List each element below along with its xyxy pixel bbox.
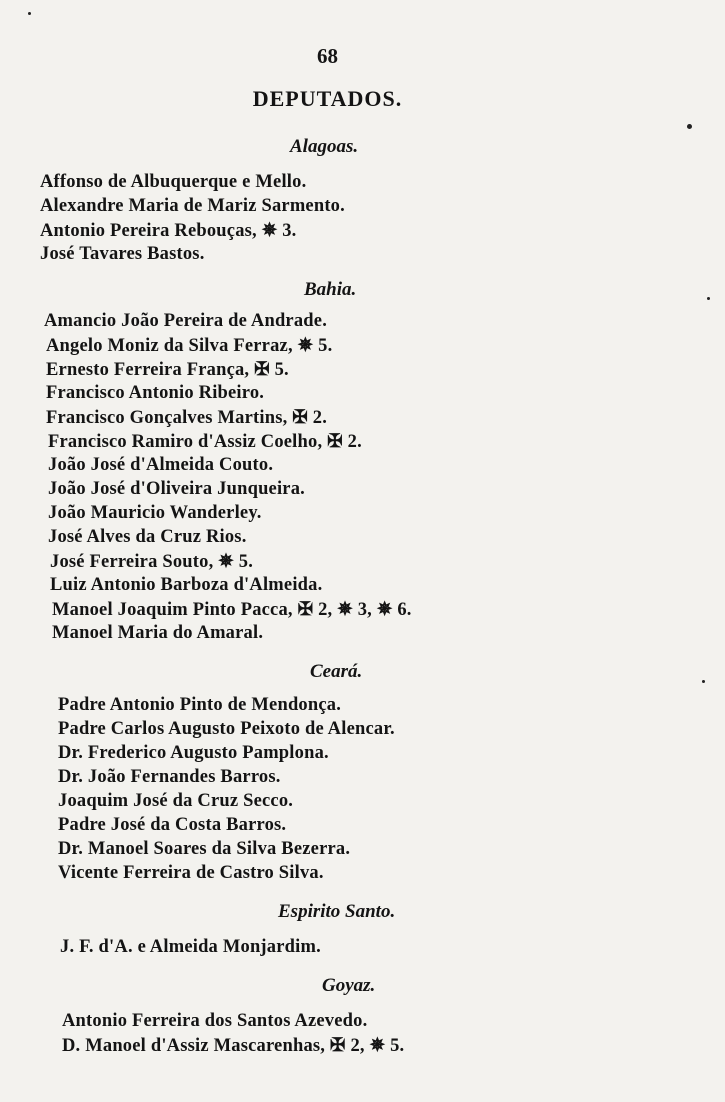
member-entry: Francisco Ramiro d'Assiz Coelho, ✠ 2. (48, 432, 362, 452)
province-heading: Espirito Santo. (278, 901, 396, 922)
scan-speck (702, 680, 705, 683)
province-heading: Ceará. (310, 661, 363, 682)
scan-speck (28, 12, 31, 15)
member-entry: Francisco Gonçalves Martins, ✠ 2. (46, 408, 328, 428)
member-entry: José Tavares Bastos. (40, 244, 205, 264)
member-entry: D. Manoel d'Assiz Mascarenhas, ✠ 2, ✵ 5. (62, 1036, 405, 1056)
member-entry: J. F. d'A. e Almeida Monjardim. (60, 937, 321, 957)
page-heading: DEPUTADOS. (252, 86, 403, 111)
member-entry: João José d'Oliveira Junqueira. (48, 479, 305, 499)
member-entry: Francisco Antonio Ribeiro. (46, 383, 265, 403)
province-heading: Goyaz. (322, 975, 376, 996)
member-entry: Dr. Manoel Soares da Silva Bezerra. (58, 839, 351, 859)
member-entry: Angelo Moniz da Silva Ferraz, ✵ 5. (46, 336, 333, 356)
scan-speck (707, 297, 710, 300)
member-entry: Affonso de Albuquerque e Mello. (40, 172, 307, 192)
member-entry: Ernesto Ferreira França, ✠ 5. (46, 360, 289, 380)
province-heading: Alagoas. (290, 136, 359, 157)
member-entry: Padre José da Costa Barros. (58, 815, 287, 835)
member-entry: Padre Antonio Pinto de Mendonça. (58, 695, 342, 715)
member-entry: Amancio João Pereira de Andrade. (44, 311, 328, 331)
member-entry: Antonio Pereira Rebouças, ✵ 3. (40, 221, 297, 241)
province-heading: Bahia. (304, 279, 357, 300)
member-entry: João José d'Almeida Couto. (48, 455, 274, 475)
member-entry: Luiz Antonio Barboza d'Almeida. (50, 575, 323, 595)
member-entry: Alexandre Maria de Mariz Sarmento. (40, 196, 345, 216)
member-entry: Antonio Ferreira dos Santos Azevedo. (62, 1011, 368, 1031)
member-entry: Dr. Frederico Augusto Pamplona. (58, 743, 329, 763)
page-number: 68 (317, 44, 338, 68)
scan-speck (687, 124, 692, 129)
member-entry: Dr. João Fernandes Barros. (58, 767, 281, 787)
member-entry: Manoel Joaquim Pinto Pacca, ✠ 2, ✵ 3, ✵ 6. (52, 600, 412, 620)
member-entry: Padre Carlos Augusto Peixoto de Alencar. (58, 719, 395, 739)
member-entry: Vicente Ferreira de Castro Silva. (58, 863, 324, 883)
member-entry: Manoel Maria do Amaral. (52, 623, 264, 643)
member-entry: João Mauricio Wanderley. (48, 503, 262, 523)
member-entry: Joaquim José da Cruz Secco. (58, 791, 294, 811)
member-entry: José Ferreira Souto, ✵ 5. (50, 552, 254, 572)
member-entry: José Alves da Cruz Rios. (48, 527, 247, 547)
